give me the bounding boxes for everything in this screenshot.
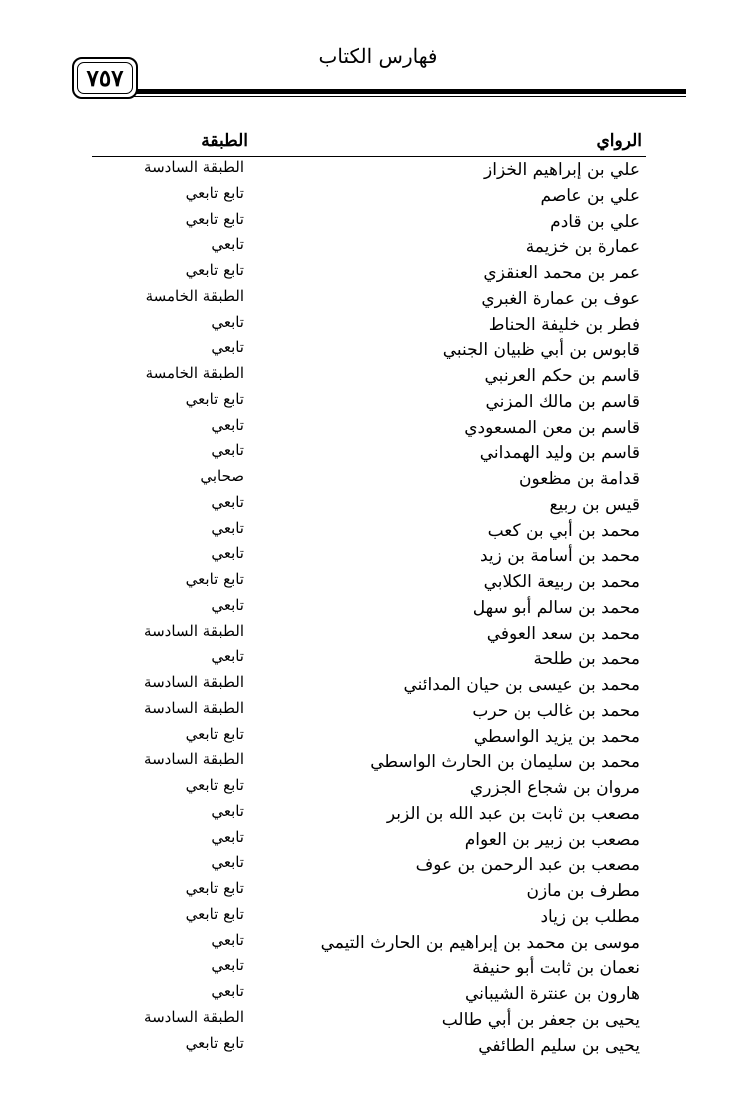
narrator-name: قابوس بن أبي ظبيان الجنبي — [442, 340, 640, 361]
narrator-name: محمد بن أبي بن كعب — [487, 520, 640, 541]
narrator-name: يحيى بن سليم الطائفي — [478, 1035, 640, 1056]
narrator-name: محمد بن غالب بن حرب — [472, 700, 640, 721]
narrator-name: عوف بن عمارة الغبري — [481, 288, 640, 309]
header-rule-thick — [134, 89, 686, 94]
table-row — [0, 956, 756, 982]
narrator-rank: صحابي — [200, 467, 244, 485]
narrator-rank: تابعي — [211, 492, 244, 511]
narrator-name: قدامة بن مظعون — [519, 469, 640, 489]
table-row — [0, 905, 756, 931]
narrator-name: محمد بن ربيعة الكلابي — [483, 572, 640, 592]
narrator-rank: تابع تابعي — [185, 183, 244, 202]
narrator-rank: تابع تابعي — [185, 724, 244, 743]
narrator-name: محمد بن يزيد الواسطي — [473, 726, 640, 747]
narrator-rank: تابعي — [211, 956, 244, 975]
table-row — [0, 1034, 756, 1060]
narrator-name: قاسم بن مالك المزني — [485, 391, 640, 412]
narrator-rank: الطبقة السادسة — [144, 698, 244, 717]
table-row — [0, 364, 756, 390]
table-row — [0, 493, 756, 519]
table-row — [0, 879, 756, 905]
narrator-name: علي بن قادم — [550, 211, 640, 232]
table-row — [0, 158, 756, 184]
table-row — [0, 467, 756, 493]
narrator-name: محمد بن أسامة بن زيد — [479, 546, 640, 567]
narrator-rank: تابع تابعي — [185, 1033, 244, 1052]
narrator-name: مطلب بن زياد — [540, 906, 640, 927]
narrator-rank: تابعي — [211, 518, 244, 537]
narrator-name: عمر بن محمد العنقزي — [483, 263, 640, 283]
header-rule-thin — [134, 96, 686, 97]
narrator-rank: تابعي — [211, 647, 244, 666]
narrator-name: موسى بن محمد بن إبراهيم بن الحارث التيمي — [320, 932, 640, 953]
table-row — [0, 210, 756, 236]
narrator-name: يحيى بن جعفر بن أبي طالب — [441, 1009, 640, 1030]
narrator-name: محمد بن سعد العوفي — [486, 623, 640, 644]
narrator-rank: تابعي — [211, 415, 244, 434]
narrator-name: نعمان بن ثابت أبو حنيفة — [472, 958, 640, 979]
narrator-rank: تابع تابعي — [185, 776, 244, 794]
narrator-name: قاسم بن وليد الهمداني — [479, 443, 640, 464]
narrator-name: محمد بن عيسى بن حيان المدائني — [403, 675, 640, 695]
table-row — [0, 1008, 756, 1034]
table-row — [0, 982, 756, 1008]
narrator-name: قيس بن ربيع — [549, 494, 640, 515]
table-row — [0, 647, 756, 673]
narrator-rank: تابعي — [211, 853, 244, 872]
narrator-rank: الطبقة الخامسة — [145, 286, 244, 305]
narrator-rank: تابعي — [211, 801, 244, 820]
table-row — [0, 931, 756, 957]
table-row — [0, 313, 756, 339]
table-row — [0, 596, 756, 622]
narrator-name: محمد بن سالم أبو سهل — [472, 597, 640, 618]
narrator-name: قاسم بن معن المسعودي — [464, 417, 640, 438]
narrator-table — [0, 158, 756, 1059]
narrator-rank: تابعي — [211, 235, 244, 254]
table-row — [0, 287, 756, 313]
narrator-rank: الطبقة السادسة — [144, 1007, 244, 1026]
narrator-rank: الطبقة السادسة — [144, 673, 244, 691]
narrator-rank: الطبقة الخامسة — [145, 364, 244, 382]
narrator-rank: تابعي — [211, 982, 244, 1000]
narrator-rank: تابعي — [211, 930, 244, 949]
table-row — [0, 261, 756, 287]
narrator-name: مصعب بن زبير بن العوام — [464, 829, 640, 850]
table-row — [0, 544, 756, 570]
narrator-name: علي بن إبراهيم الخزاز — [484, 160, 640, 180]
table-row — [0, 725, 756, 751]
table-row — [0, 570, 756, 596]
table-row — [0, 750, 756, 776]
table-row — [0, 519, 756, 545]
narrator-name: هارون بن عنترة الشيباني — [464, 984, 640, 1004]
narrator-rank: تابعي — [211, 544, 244, 563]
table-row — [0, 853, 756, 879]
narrator-rank: تابعي — [211, 338, 244, 357]
narrator-rank: تابع تابعي — [185, 879, 244, 897]
narrator-name: عمارة بن خزيمة — [525, 237, 640, 258]
narrator-rank: تابعي — [211, 595, 244, 614]
page-title: فهارس الكتاب — [318, 44, 438, 68]
narrator-name: مصعب بن عبد الرحمن بن عوف — [415, 855, 640, 876]
table-header-divider — [92, 156, 646, 157]
narrator-name: محمد بن طلحة — [533, 649, 640, 670]
narrator-rank: تابعي — [211, 827, 244, 846]
narrator-name: مصعب بن ثابت بن عبد الله بن الزبر — [386, 803, 640, 824]
narrator-rank: الطبقة السادسة — [144, 750, 244, 769]
column-header-rank: الطبقة — [201, 131, 248, 151]
table-row — [0, 828, 756, 854]
narrator-rank: تابعي — [211, 312, 244, 331]
table-row — [0, 622, 756, 648]
narrator-name: علي بن عاصم — [540, 185, 640, 206]
table-row — [0, 338, 756, 364]
table-row — [0, 699, 756, 725]
table-row — [0, 802, 756, 828]
page-number: ٧٥٧ — [72, 57, 138, 99]
narrator-name: فطر بن خليفة الحناط — [488, 314, 640, 335]
narrator-rank: الطبقة السادسة — [144, 158, 244, 176]
column-header-narrator: الرواي — [596, 131, 642, 151]
table-row — [0, 441, 756, 467]
narrator-rank: تابع تابعي — [185, 389, 244, 408]
narrator-name: محمد بن سليمان بن الحارث الواسطي — [370, 752, 640, 773]
table-row — [0, 776, 756, 802]
narrator-name: قاسم بن حكم العرنبي — [484, 366, 640, 386]
narrator-rank: تابع تابعي — [185, 904, 244, 923]
narrator-rank: تابع تابعي — [185, 570, 244, 588]
table-row — [0, 184, 756, 210]
narrator-name: مطرف بن مازن — [526, 881, 640, 901]
narrator-rank: تابعي — [211, 441, 244, 460]
narrator-rank: تابع تابعي — [185, 209, 244, 228]
narrator-rank: الطبقة السادسة — [144, 621, 244, 640]
narrator-rank: تابع تابعي — [185, 261, 244, 279]
narrator-name: مروان بن شجاع الجزري — [469, 778, 640, 798]
table-row — [0, 390, 756, 416]
table-row — [0, 673, 756, 699]
table-row — [0, 416, 756, 442]
table-row — [0, 235, 756, 261]
